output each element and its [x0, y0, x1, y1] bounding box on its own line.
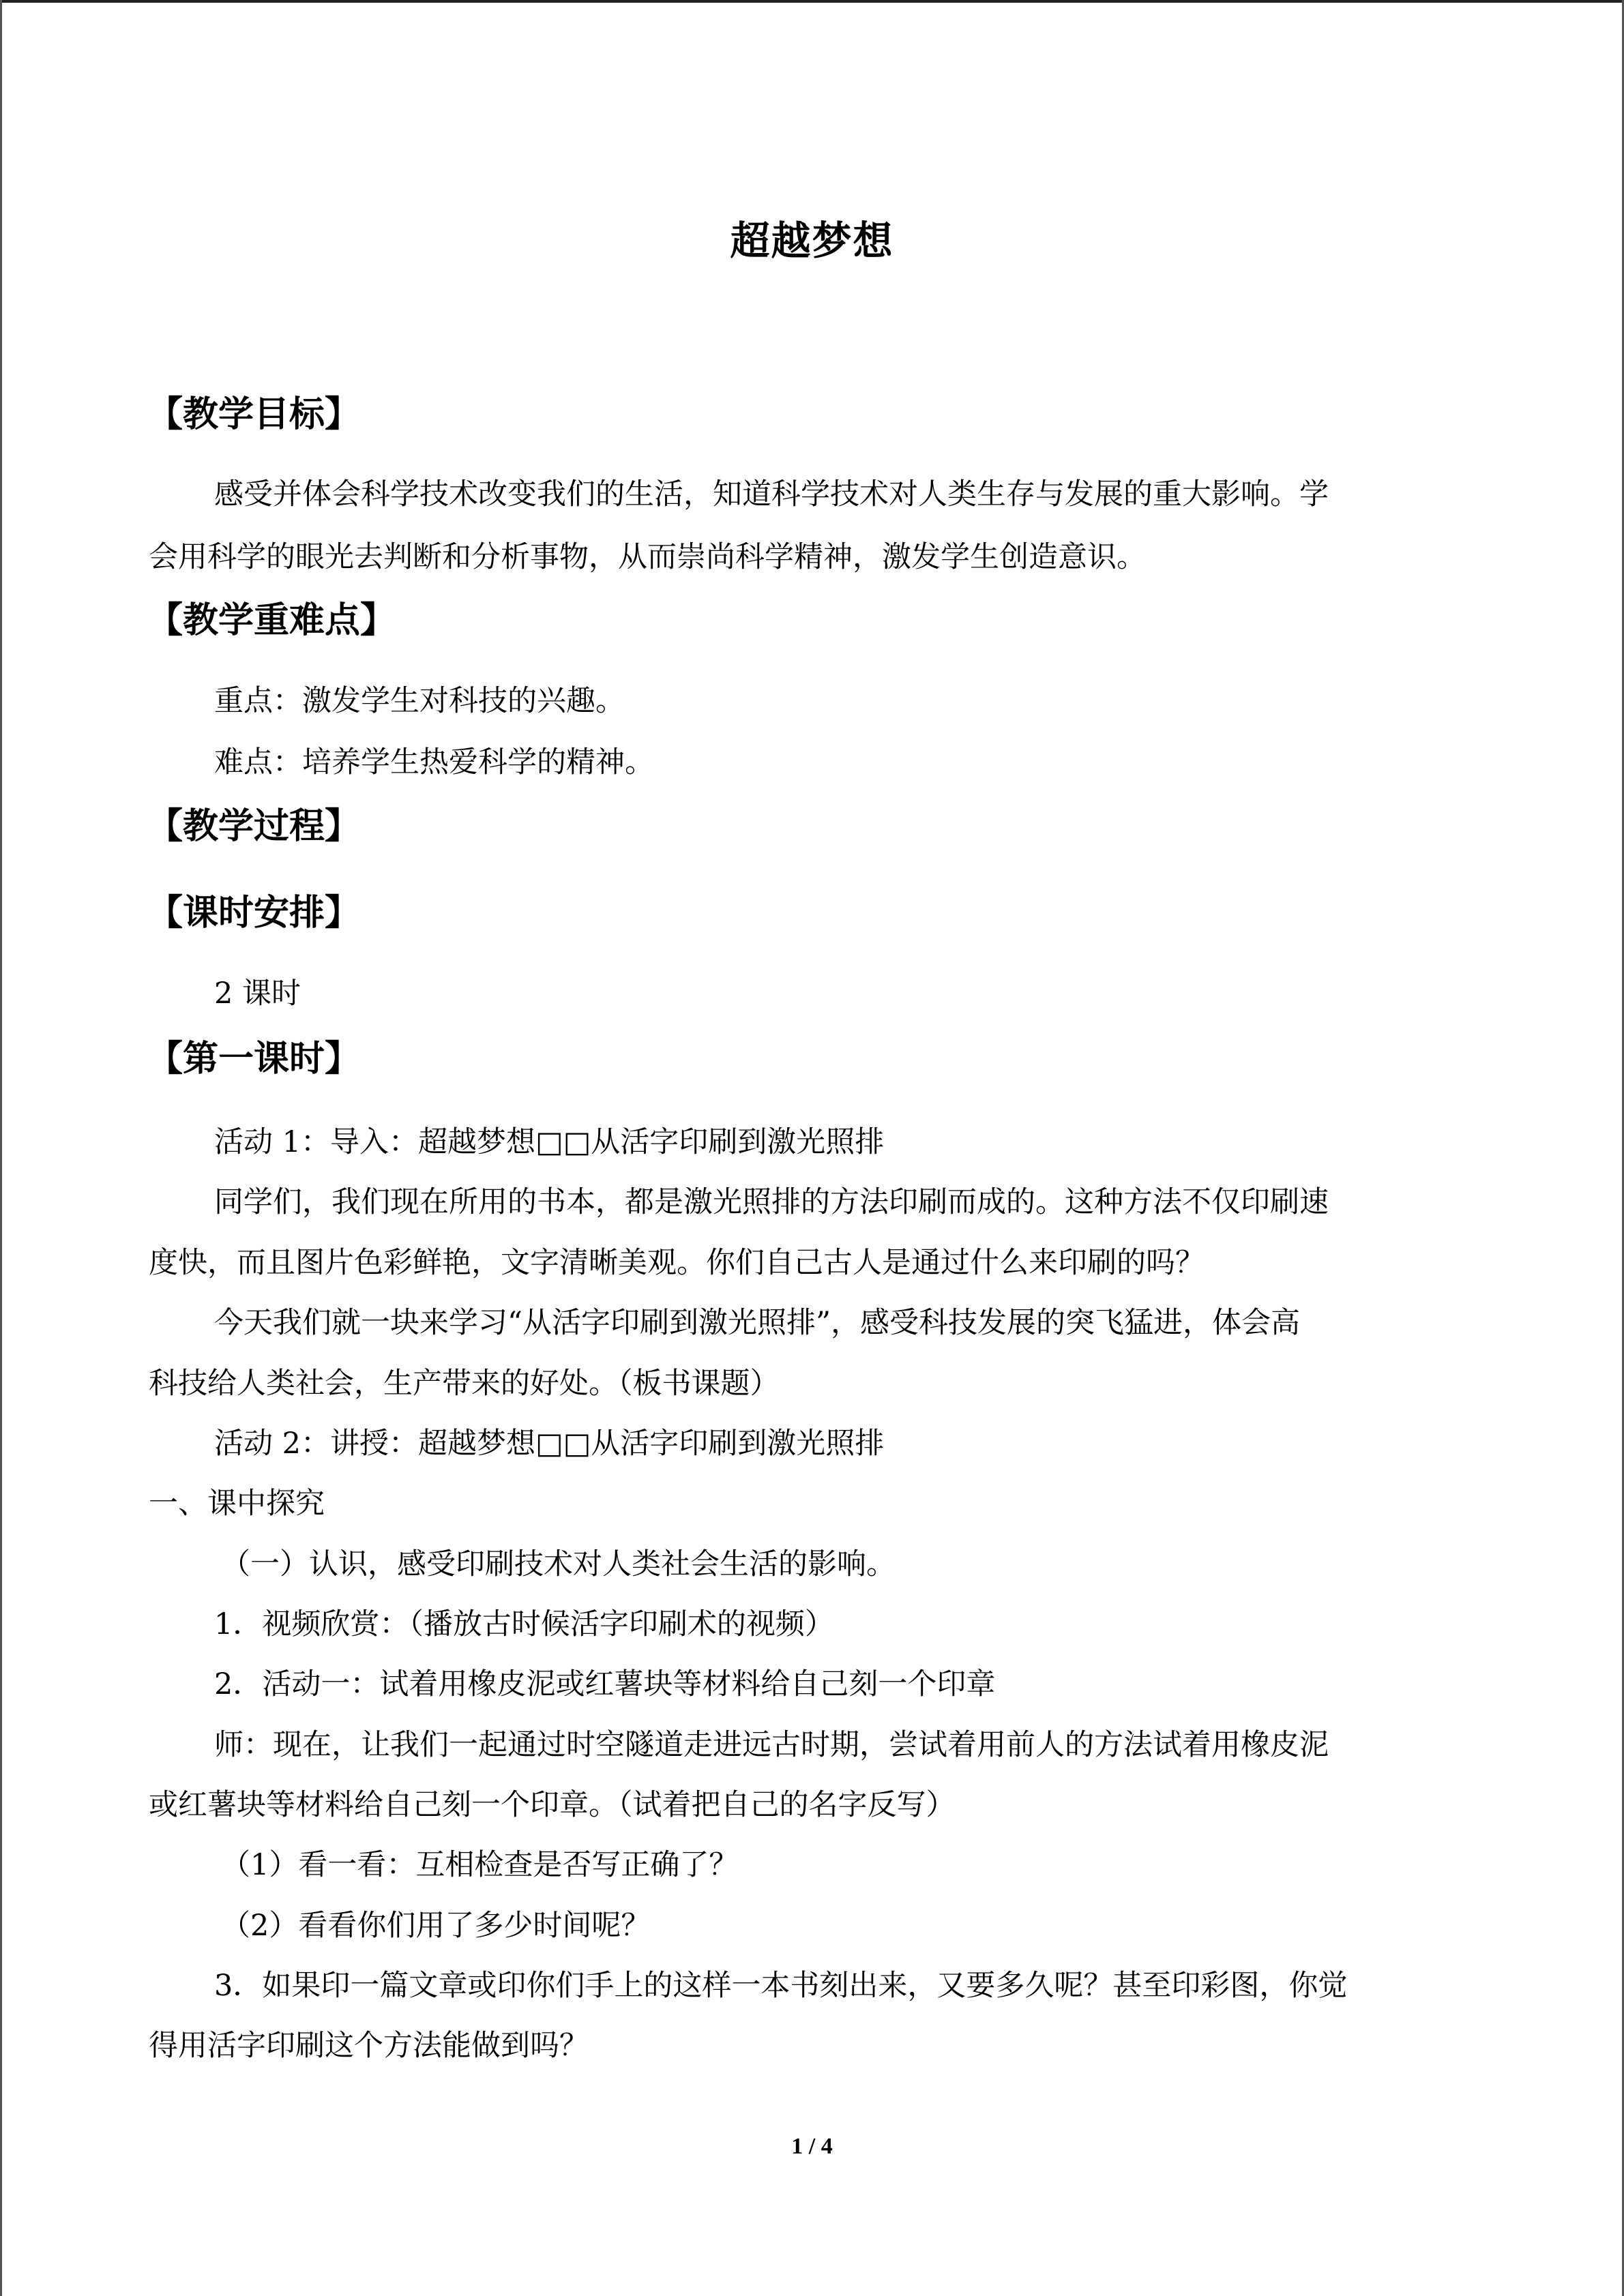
lesson1-line: 活动 1：导入：超越梦想□□从活字印刷到激光照排 [214, 1125, 885, 1159]
lesson1-line: 或红薯块等材料给自己刻一个印章。（试着把自己的名字反写） [149, 1788, 956, 1822]
objectives-line-1: 感受并体会科学技术改变我们的生活，知道科学技术对人类生存与发展的重大影响。学 [214, 477, 1329, 511]
lesson1-line: 度快，而且图片色彩鲜艳，文字清晰美观。你们自己古人是通过什么来印刷的吗？ [149, 1246, 1205, 1280]
page-top-border [0, 0, 1624, 3]
lesson1-line: 得用活字印刷这个方法能做到吗？ [149, 2029, 589, 2063]
lesson1-line: 活动 2：讲授：超越梦想□□从活字印刷到激光照排 [214, 1427, 885, 1461]
objectives-line-2: 会用科学的眼光去判断和分析事物，从而崇尚科学精神，激发学生创造意识。 [149, 540, 1146, 574]
document-title: 超越梦想 [730, 218, 894, 264]
lesson1-line: 1．视频欣赏：（播放古时候活字印刷术的视频） [214, 1607, 834, 1641]
heading-objectives: 【教学目标】 [147, 394, 361, 435]
key-point-text: 重点：激发学生对科技的兴趣。 [214, 684, 625, 718]
heading-teaching-process: 【教学过程】 [147, 806, 361, 847]
heading-key-points: 【教学重难点】 [147, 600, 396, 641]
lesson1-line: 今天我们就一块来学习“从活字印刷到激光照排”，感受科技发展的突飞猛进，体会高 [214, 1306, 1300, 1340]
difficult-point-text: 难点：培养学生热爱科学的精神。 [214, 745, 654, 779]
lesson1-line: 3．如果印一篇文章或印你们手上的这样一本书刻出来，又要多久呢？甚至印彩图，你觉 [214, 1969, 1348, 2003]
lesson1-line: 同学们，我们现在所用的书本，都是激光照排的方法印刷而成的。这种方法不仅印刷速 [214, 1185, 1329, 1219]
lesson1-line: 师：现在，让我们一起通过时空隧道走进远古时期，尝试着用前人的方法试着用橡皮泥 [214, 1728, 1329, 1762]
page-left-border [0, 0, 2, 2296]
page-number: 1 / 4 [791, 2134, 833, 2159]
lesson1-line: 科技给人类社会，生产带来的好处。（板书课题） [149, 1367, 780, 1401]
lesson1-line: （1）看一看：互相检查是否写正确了？ [221, 1848, 739, 1882]
heading-lesson-1: 【第一课时】 [147, 1039, 361, 1079]
schedule-value: 2 课时 [214, 976, 301, 1011]
heading-schedule: 【课时安排】 [147, 893, 361, 934]
lesson1-line: （2）看看你们用了多少时间呢？ [221, 1909, 651, 1943]
lesson1-line: 一、课中探究 [149, 1487, 325, 1521]
lesson1-line: 2．活动一：试着用橡皮泥或红薯块等材料给自己刻一个印章 [214, 1667, 996, 1701]
lesson1-line: （一）认识，感受印刷技术对人类社会生活的影响。 [221, 1547, 896, 1581]
